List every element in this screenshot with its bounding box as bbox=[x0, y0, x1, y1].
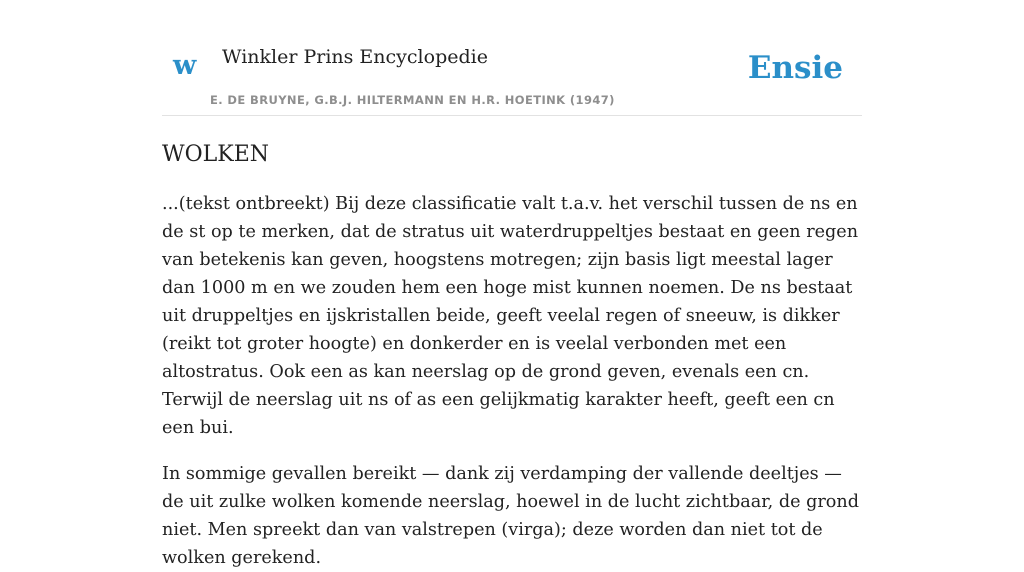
content-container bbox=[162, 0, 862, 572]
publication-logo-icon[interactable]: w bbox=[173, 50, 197, 81]
entry-title: WOLKEN bbox=[162, 142, 270, 167]
article-paragraph: ...(tekst ontbreekt) Bij deze classificatie valt t.a.v. het verschil tussen de ns en de st op te merken, dat de stratus uit waterdruppeltjes bestaat en geen regen van betekenis kan geven, hoogstens motregen; zijn basis ligt meestal lager dan 1000 m en we zouden hem een hoge mist kunnen noemen. De ns bestaat uit druppeltjes en ijskristallen beide, geeft veelal regen of sneeuw, is dikker (reikt tot groter hoogte) en donkerder en is veelal verbonden met een altostratus. Ook een as kan neerslag op de grond geven, evenals een cn. Terwijl de neerslag uit ns of as een gelijkmatig karakter heeft, geeft een cn een bui. bbox=[162, 193, 859, 438]
publication-title[interactable]: Winkler Prins Encyclopedie bbox=[222, 46, 488, 68]
publication-authors: E. DE BRUYNE, G.B.J. HILTERMANN EN H.R. HOETINK (1947) bbox=[210, 93, 615, 107]
article-paragraph: In sommige gevallen bereikt — dank zij verdamping der vallende deeltjes — de uit zulke wolken komende neerslag, hoewel in de lucht zichtbaar, de grond niet. Men spreekt dan van valstrepen (virga); deze worden dan niet tot de wolken gerekend. bbox=[162, 463, 859, 568]
brand-logo[interactable]: Ensie bbox=[747, 50, 843, 86]
source-header bbox=[162, 0, 862, 116]
